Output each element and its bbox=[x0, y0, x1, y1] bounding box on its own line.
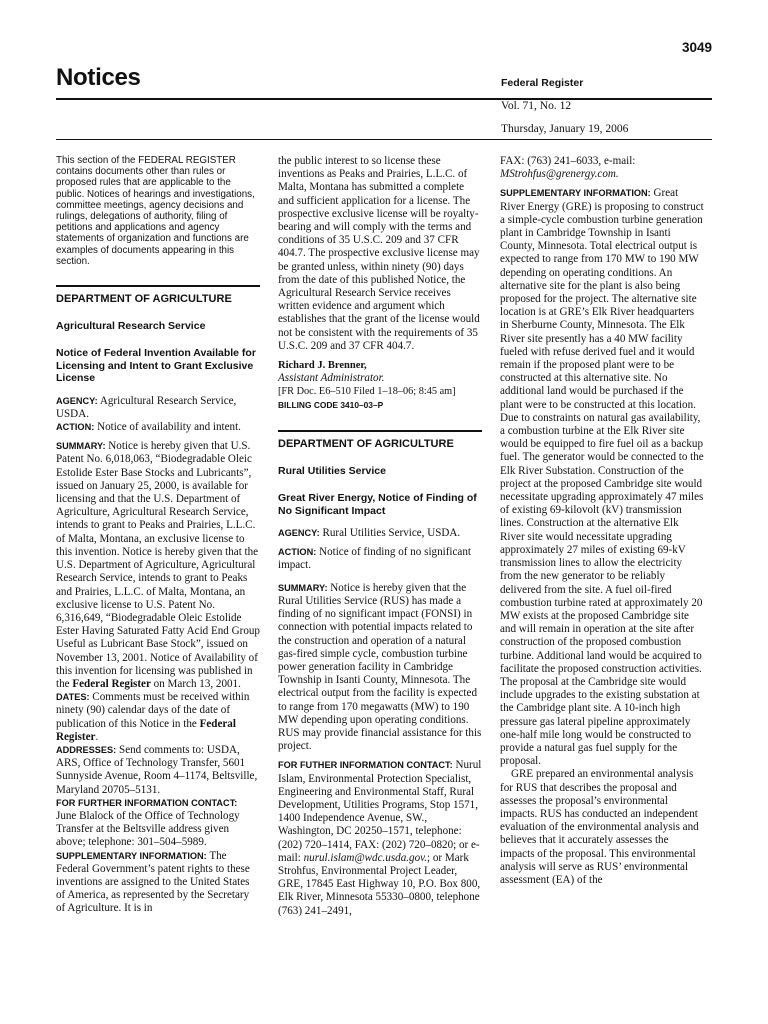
agency-label: AGENCY: bbox=[278, 528, 320, 539]
summary-text: Notice is hereby given that U.S. Patent No. 6,018,063, “Biodegradable Oleic Estolide Ester Base Stocks and Lubricants”, issued on January 25, 2000, is available for licensing and that the U.S. Department of Agriculture, Agricultural Research Service, intends to grant to Peaks and Prairies, L.L.C. of Malta, Montana, an exclusive license to this invention. Notice is hereby given that the U.S. Department of Agriculture, Agricultural Research Service, intends to grant to Peaks and Prairies, L.L.C. of Malta, Montana, an exclusive license to U.S. Patent No. 6,316,649, “Biodegradable Oleic Estolide Ester Having Saturated Fatty Acid End Group Useful as Lubricant Base Stock”, issued on November 13, 2001. Notice of Availability of this invention for licensing was published in the bbox=[56, 440, 260, 690]
column-1 bbox=[56, 155, 260, 916]
notice1-department: DEPARTMENT OF AGRICULTURE bbox=[56, 293, 232, 306]
summary-label: SUMMARY: bbox=[56, 441, 106, 452]
contact-text: June Blalock of the Office of Technology Transfer at the Beltsville address given above; telephone: 301–504–5989. bbox=[56, 809, 240, 849]
summary-federal-register: Federal Register bbox=[72, 677, 151, 690]
publication-name: Federal Register bbox=[501, 77, 584, 89]
notice-divider bbox=[278, 430, 482, 432]
notice2-agency-line bbox=[278, 527, 482, 540]
action-text: Notice of availability and intent. bbox=[97, 421, 241, 434]
billing-code: BILLING CODE 3410–03–P bbox=[278, 399, 384, 410]
addresses-label: ADDRESSES: bbox=[56, 744, 117, 755]
notice1-action-line bbox=[56, 421, 260, 434]
action-label: ACTION: bbox=[278, 547, 317, 558]
notice2-supplementary bbox=[500, 187, 704, 768]
action-text: Notice of finding of no significant impact. bbox=[278, 546, 471, 572]
notice1-title: Notice of Federal Invention Available for Licensing and Intent to Grant Exclusive License bbox=[56, 347, 256, 385]
contact-email-nurul[interactable]: nurul.islam@wdc.usda.gov. bbox=[303, 851, 427, 864]
section-intro: This section of the FEDERAL REGISTER contains documents other than rules or proposed rules that are applicable to the public. Notices of hearings and investigations, committee meetings, agency decisions and rulings, delegations of authority, filing of petitions and applications and agency statements of organization and functions are examples of documents appearing in this section. bbox=[56, 155, 255, 267]
contact-fax: FAX: (763) 241–6033, e-mail: bbox=[500, 155, 636, 167]
header-rule-thick bbox=[56, 98, 712, 100]
notice1-dates bbox=[56, 691, 260, 744]
column-3 bbox=[500, 155, 704, 887]
notice1-agency-line bbox=[56, 395, 260, 421]
contact-label: FOR FUTHER INFORMATION CONTACT: bbox=[278, 760, 453, 771]
summary-label: SUMMARY: bbox=[278, 582, 328, 593]
signer-title: Assistant Administrator. bbox=[278, 372, 385, 385]
notice1-summary bbox=[56, 440, 260, 691]
summary-end: on March 13, 2001. bbox=[153, 677, 241, 690]
contact-label: FOR FURTHER INFORMATION CONTACT: bbox=[56, 797, 238, 808]
agency-label: AGENCY: bbox=[56, 395, 98, 406]
page-number: 3049 bbox=[681, 40, 712, 55]
section-heading: Notices bbox=[56, 64, 141, 91]
notice2-supplementary-para2: GRE prepared an environmental analysis for RUS that describes the proposal and assesses the proposal’s environmental impacts. RUS has conducted an independent evaluation of the environmental analysis and believes that it accurately assesses the impacts of the proposal. This environmental analysis will serve as RUS’ environmental assessment (EA) of the bbox=[500, 768, 699, 886]
signer-name: Richard J. Brenner, bbox=[278, 360, 367, 372]
agency-text: Agricultural Research Service, USDA. bbox=[56, 394, 237, 420]
column-2 bbox=[278, 155, 482, 918]
notice1-contact bbox=[56, 797, 260, 850]
supplementary-text: The Federal Government’s patent rights to these inventions are assigned to the United States of America, as represented by the Secretary of Agriculture. It is in bbox=[56, 849, 250, 915]
dates-label: DATES: bbox=[56, 692, 90, 703]
dates-federal-register: Federal Register bbox=[56, 717, 236, 743]
notice2-title: Great River Energy, Notice of Finding of No Significant Impact bbox=[278, 492, 477, 517]
header-rule-thin bbox=[56, 139, 712, 140]
notice2-action-line bbox=[278, 546, 482, 572]
contact-text: Nurul Islam, Environmental Protection Specialist, Engineering and Environmental Staff, Rural Development, Utilities Programs, Stop 1571, 1400 Independence Avenue, SW., Washington, DC 20250–1571, telephone: (202) 720–1414, FAX: (202) 720–0820; or e-mail: bbox=[278, 759, 482, 864]
notice2-contact bbox=[278, 759, 482, 917]
fr-doc-number: [FR Doc. E6–510 Filed 1–18–06; 8:45 am] bbox=[278, 386, 456, 398]
publication-info bbox=[501, 72, 628, 141]
notice1-supplementary bbox=[56, 850, 260, 916]
supplementary-label: SUPPLEMENTARY INFORMATION: bbox=[56, 850, 207, 861]
federal-register-page bbox=[56, 0, 712, 1024]
contact-text-continued: ; or Mark Strohfus, Environmental Project Leader, GRE, 17845 East Highway 10, P.O. Box 800, Elk River, Minnesota 55330–0800, telephone (763) 241–2491, bbox=[278, 851, 481, 917]
notice1-addresses bbox=[56, 744, 260, 797]
notice-divider bbox=[56, 285, 260, 287]
notice2-agency: Rural Utilities Service bbox=[278, 465, 386, 478]
volume-number: Vol. 71, No. 12 bbox=[501, 100, 572, 112]
notice2-summary bbox=[278, 582, 482, 754]
notice1-supplementary-continued: the public interest to so license these inventions as Peaks and Prairies, L.L.C. of Malta, Montana has submitted a complete and sufficient application for a license. The prospective exclusive license will be royalty-bearing and will comply with the terms and conditions of 35 U.S.C. 209 and 37 CFR 404.7. The prospective exclusive license may be granted unless, within ninety (90) days from the date of this published Notice, the Agricultural Research Service receives written evidence and argument which establishes that the grant of the license would not be consistent with the requirements of 35 U.S.C. 209 and 37 CFR 404.7. bbox=[278, 155, 480, 352]
notice2-department: DEPARTMENT OF AGRICULTURE bbox=[278, 437, 454, 450]
summary-text: Notice is hereby given that the Rural Utilities Service (RUS) has made a finding of no significant impact (FONSI) in connection with potential impacts related to the construction and operation of a natural gas-fired simple cycle, combustion turbine power generation facility in Cambridge Township in Isanti County, Minnesota. The electrical output from the facility is expected to range from 170 megawatts (MW) to 190 MW depending upon operating conditions. RUS may provide financial assistance for this project. bbox=[278, 581, 482, 753]
addresses-text: Send comments to: USDA, ARS, Office of Technology Transfer, 5601 Sunnyside Avenue, Room 4–1174, Beltsville, Maryland 20705–5131. bbox=[56, 743, 258, 796]
contact-email-strohfus[interactable]: MStrohfus@grenergy.com. bbox=[500, 168, 619, 181]
supplementary-text: Great River Energy (GRE) is proposing to construct a simple-cycle combustion turbine generation plant in Cambridge Township in Isanti County, Minnesota. Total electrical output is expected to range from 170 MW to 190 MW depending on operating conditions. An alternative site for the plant is also being proposed for the project. The alternative site location is at GRE’s Elk River headquarters in Sherburne County, Minnesota. The Elk River site presently has a 40 MW facility fueled with refuse derived fuel and it would remain if the proposed plant were to be constructed at this alternative site. No additional land would be purchased if the plant were to be constructed at this location. Due to constraints on natural gas availability, a combustion turbine at the Elk River site would be equipped to fire fuel oil as a backup fuel. The generator would be connected to the Elk River Substation. Construction of the project at the proposed Cambridge site would necessitate upgrading approximately 47 miles of existing 69-kilovolt (kV) transmission lines. Construction at the alternative Elk River site would necessitate upgrading approximately 27 miles of existing 69-kV transmission lines to allow the electricity from the new generator to be reliably delivered from the site. A fuel oil-fired combustion turbine rated at approximately 20 MW exists at the proposed Cambridge site and will remain in operation at the site after construction of the proposed combustion turbine. Additional land would be acquired to facilitate the proposed construction activities. The proposal at the Cambridge site would include upgrades to the existing substation at the Cambridge plant site. A 10-inch high pressure gas lateral pipeline approximately one-half mile long would be constructed to provide a natural gas fuel supply for the proposal. bbox=[500, 187, 704, 768]
dates-end: . bbox=[95, 730, 99, 743]
dates-text: Comments must be received within ninety (90) calendar days of the date of publication of this Notice in the bbox=[56, 691, 250, 730]
supplementary-label: SUPPLEMENTARY INFORMATION: bbox=[500, 188, 651, 199]
notice2-contact-continued bbox=[500, 155, 704, 181]
publication-date: Thursday, January 19, 2006 bbox=[501, 123, 629, 135]
action-label: ACTION: bbox=[56, 422, 95, 433]
agency-text: Rural Utilities Service, USDA. bbox=[322, 527, 461, 540]
notice1-agency: Agricultural Research Service bbox=[56, 320, 206, 333]
